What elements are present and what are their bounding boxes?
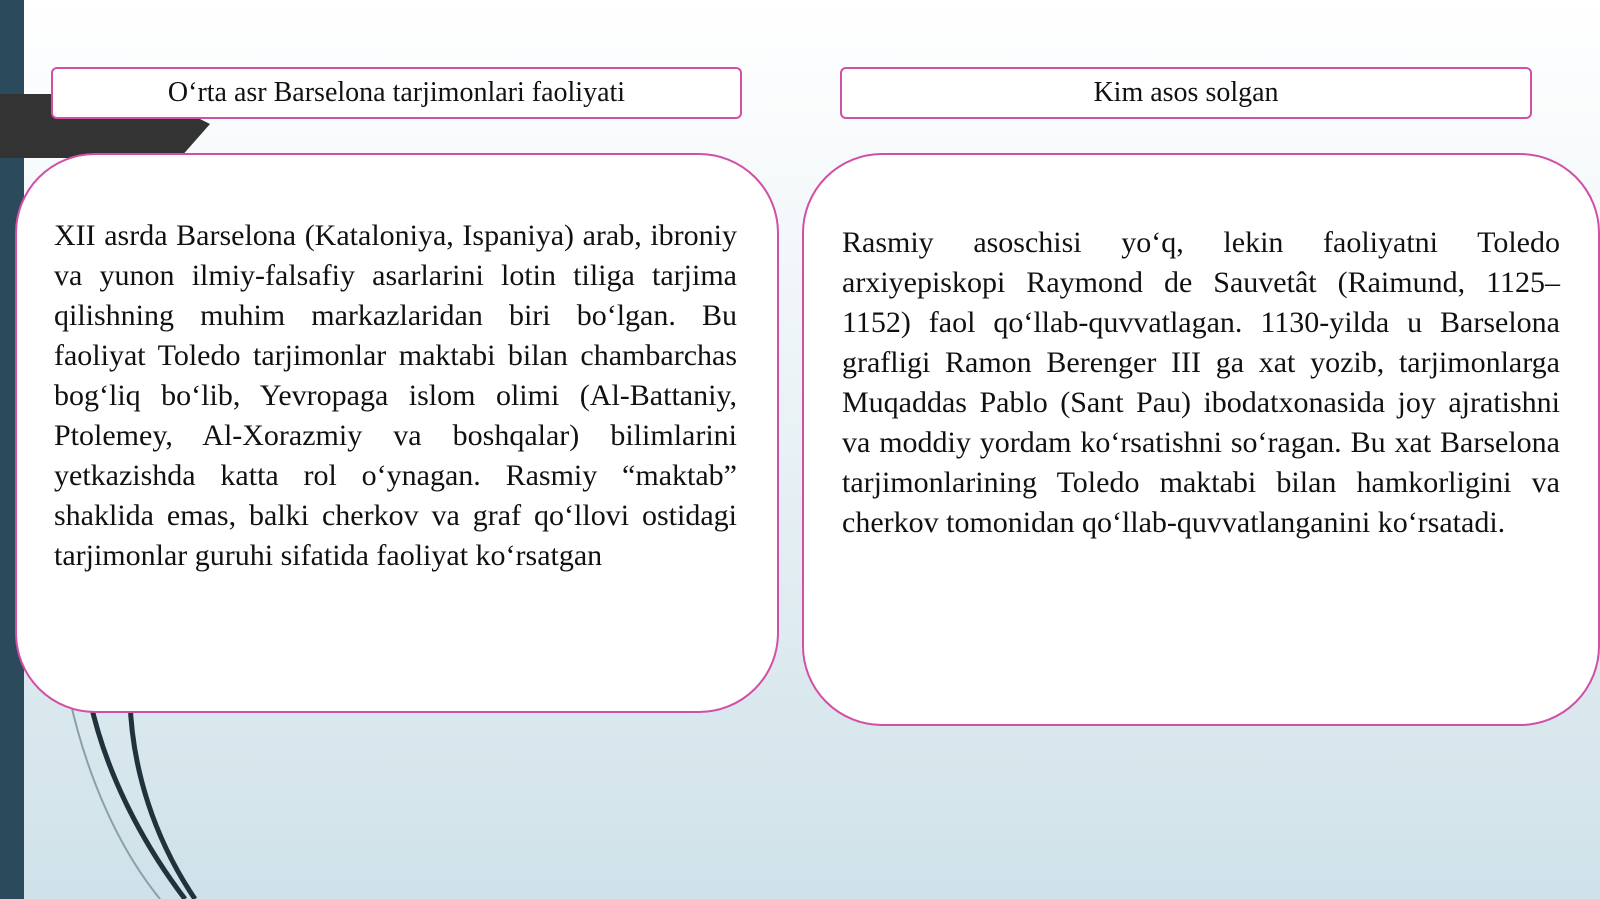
decorative-curved-lines [60,700,220,899]
left-header-title: O‘rta asr Barselona tarjimonlari faoliyati [167,77,626,108]
right-content-text: Rasmiy asoschisi yo‘q, lekin faoliyatni Toledo arxiyepiskopi Raymond de Sauvetât (Raimund, 1125–1152) faol qo‘llab-quvvatlagan. 1130-yilda u Barselona grafligi Ramon Berenger III ga xat yozib, tarjimonlarga Muqaddas Pablo (Sant Pau) ibodatxonasida joy ajratishni va moddiy yordam ko‘rsatishni so‘ragan. Bu xat Barselona tarjimonlarining Toledo maktabi bilan hamkorligini va cherkov tomonidan qo‘llab-quvvatlanganini ko‘rsatadi. [842,226,1560,539]
right-header-box [840,67,1532,119]
left-content-text: XII asrda Barselona (Kataloniya, Ispaniya) arab, ibroniy va yunon ilmiy-falsafiy asarlarini lotin tiligа tarjima qilishning muhim markazlaridan biri bo‘lgan. Bu faoliyat Toledo tarjimonlar maktabi bilan chambarchas bog‘liq bo‘lib, Yevropaga islom olimi (Al-Battaniy, Ptolemey, Al-Xorazmiy va boshqalar) bilimlarini yetkazishda katta rol o‘ynagan. Rasmiy “maktab” shaklida emas, balki cherkov va graf qo‘llovi ostidagi tarjimonlar guruhi sifatida faoliyat ko‘rsatgan [54,219,737,572]
left-header-box [51,67,742,119]
right-header-title: Kim asos solgan [1093,77,1279,108]
